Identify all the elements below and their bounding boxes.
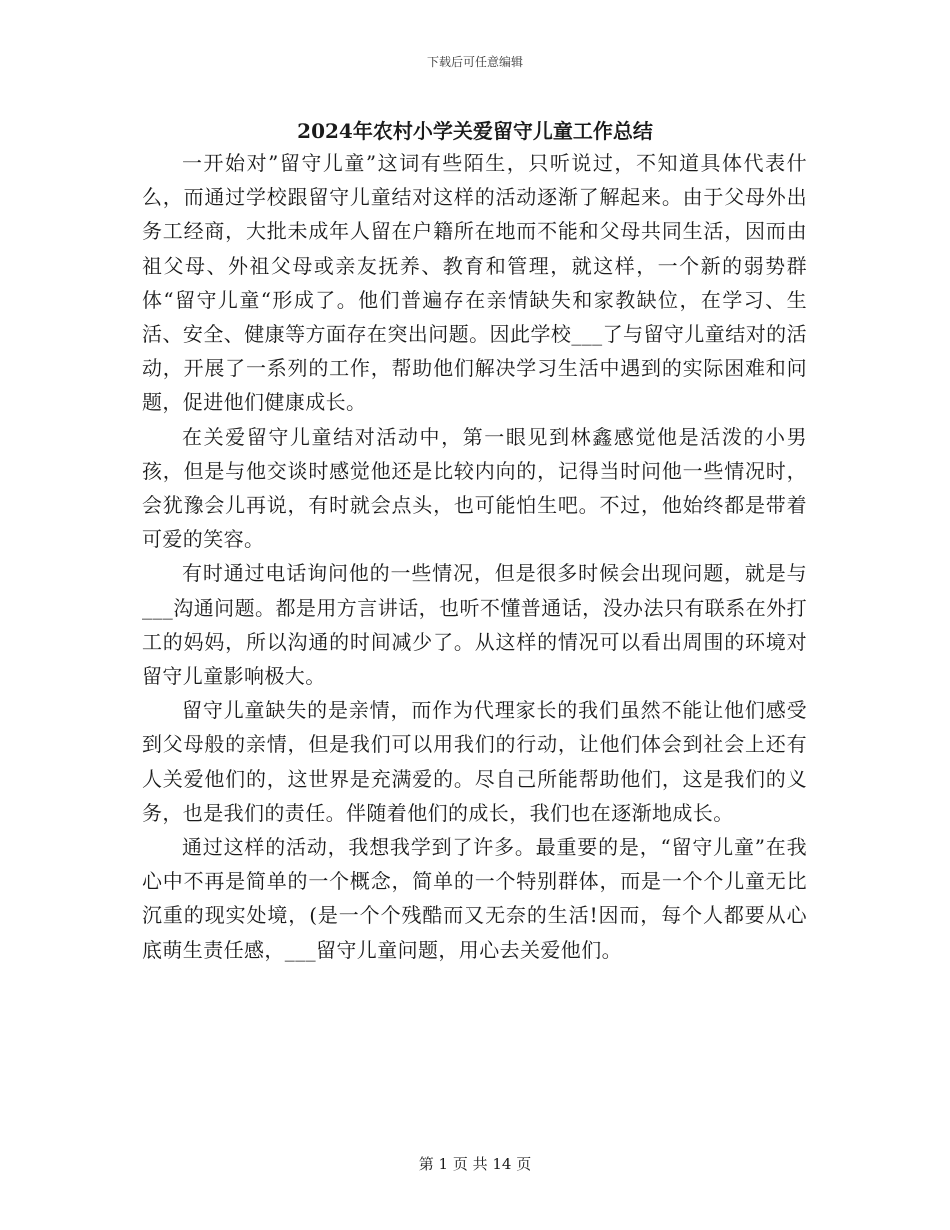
- paragraph-2: 在关爱留守儿童结对活动中，第一眼见到林鑫感觉他是活泼的小男孩，但是与他交谈时感觉他还是比较内向的，记得当时问他一些情况时，会犹豫会儿再说，有时就会点头，也可能怕生吧。不过，他始终都是带着可爱的笑容。: [142, 424, 807, 552]
- paragraph-5: 通过这样的活动，我想我学到了许多。最重要的是，“留守儿童”在我心中不再是简单的一个概念，简单的一个特别群体，而是一个个儿童无比沉重的现实处境，(是一个个残酷而又无奈的生活!因而，每个人都要从心底萌生责任感，___留守儿童问题，用心去关爱他们。: [142, 835, 807, 962]
- paragraph-4: 留守儿童缺失的是亲情，而作为代理家长的我们虽然不能让他们感受到父母般的亲情，但是我们可以用我们的行动，让他们体会到社会上还有人关爱他们的，这世界是充满爱的。尽自己所能帮助他们，这是我们的义务，也是我们的责任。伴随着他们的成长，我们也在逐渐地成长。: [142, 698, 807, 825]
- page-number: 第 1 页 共 14 页: [418, 1155, 532, 1173]
- document-title: 2024年农村小学关爱留守儿童工作总结: [297, 119, 653, 143]
- paragraph-3: 有时通过电话询问他的一些情况，但是很多时候会出现问题，就是与___沟通问题。都是用方言讲话，也听不懂普通话，没办法只有联系在外打工的妈妈，所以沟通的时间减少了。从这样的情况可以看出周围的环境对留守儿童影响极大。: [142, 561, 807, 689]
- header-note: 下载后可任意编辑: [426, 55, 523, 69]
- document-body: [142, 146, 807, 967]
- paragraph-1: 一开始对”留守儿童”这词有些陌生，只听说过，不知道具体代表什么，而通过学校跟留守儿童结对这样的活动逐渐了解起来。由于父母外出务工经商，大批未成年人留在户籍所在地而不能和父母共同生活，因而由祖父母、外祖父母或亲友抚养、教育和管理，就这样，一个新的弱势群体“留守儿童“形成了。他们普遍存在亲情缺失和家教缺位，在学习、生活、安全、健康等方面存在突出问题。因此学校___了与留守儿童结对的活动，开展了一系列的工作，帮助他们解决学习生活中遇到的实际困难和问题，促进他们健康成长。: [142, 151, 807, 415]
